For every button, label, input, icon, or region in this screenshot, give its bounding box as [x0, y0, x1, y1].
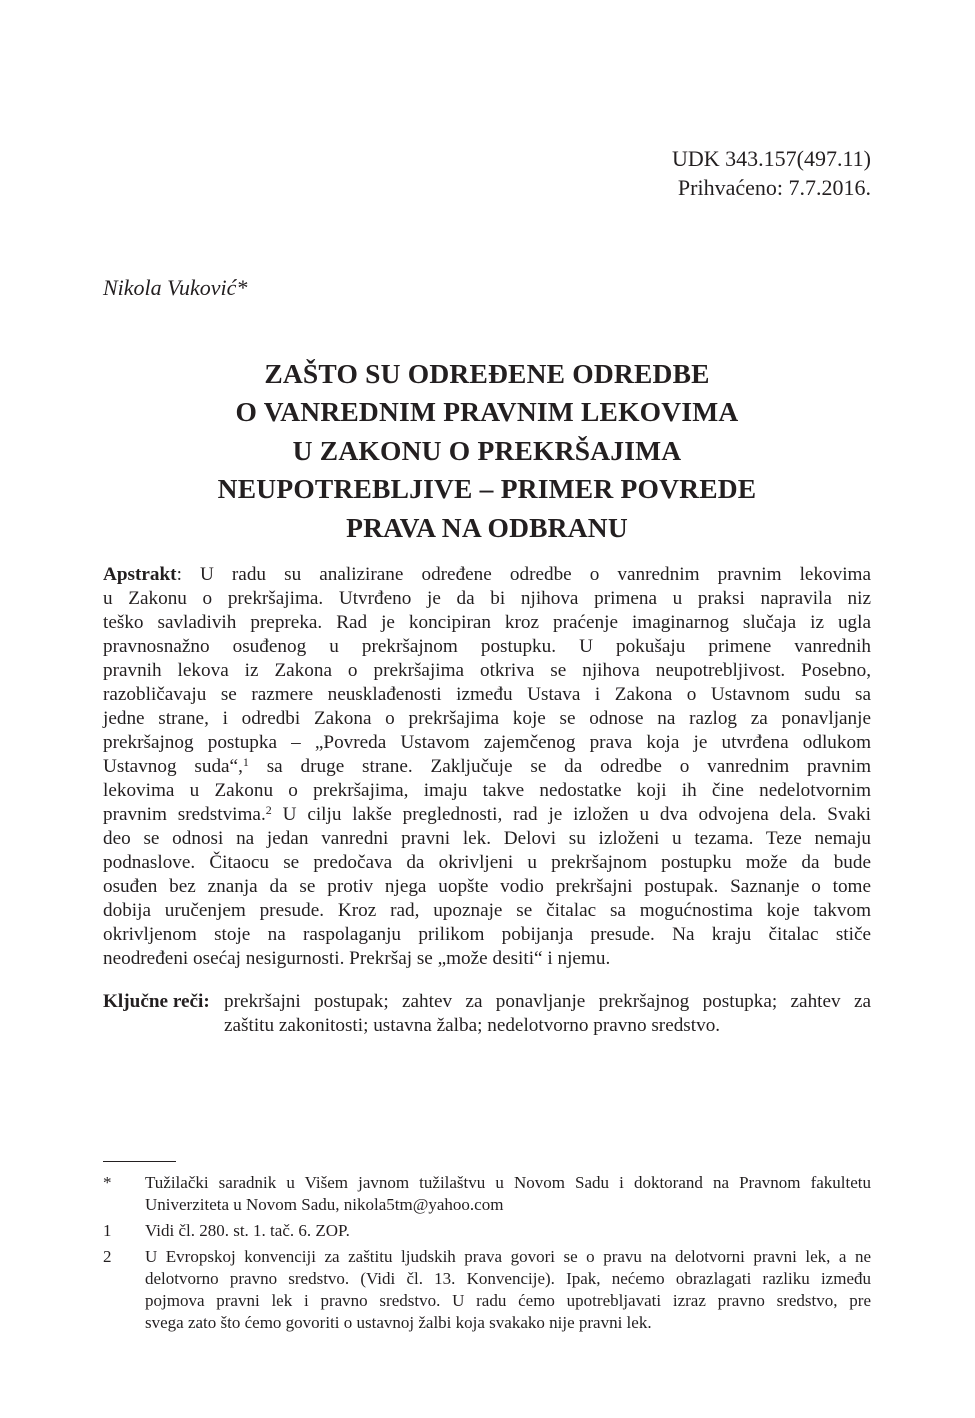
title-line: ZAŠTO SU ODREĐENE ODREDBE	[264, 358, 710, 389]
footnote-mark: 1	[103, 1221, 112, 1240]
keywords-line: zaštitu zakonitosti; ustavna žalba; nedelotvorno pravno sredstvo.	[224, 1015, 721, 1036]
keywords	[103, 990, 871, 1038]
abstract-line: neodređeni osećaj nesigurnosti. Prekršaj se „može desiti“ i njemu.	[103, 948, 611, 969]
abstract-line: Ustavnog suda“,$^1$ sa druge strane. Zaključuje se da odredbe o vanrednim pravnim	[103, 755, 872, 777]
abstract-line: teško savladivih prepreka. Rad je koncipiran kroz praćenje imaginarnog slučaja iz ugla	[103, 612, 871, 633]
keywords-line: prekršajni postupak; zahtev za ponavljanje prekršajnog postupka; zahtev za	[224, 991, 871, 1012]
footnote-text: Tužilački saradnik u Višem javnom tužilaštvu u Novom Sadu i doktorand na Pravnom fakultetu Univerziteta u Novom Sadu, nikola5tm@yahoo.com	[145, 1173, 871, 1214]
udk-block	[672, 144, 871, 202]
abstract-line: osuđen bez znanja da se protiv njega uopšte vodio prekršajni postupak. Saznanje o tome	[103, 876, 871, 897]
title-line: PRAVA NA ODBRANU	[346, 511, 628, 543]
abstract-line: prekršajnog postupka – „Povreda Ustavom zajemčenog prava koja je utvrđena odlukom	[103, 732, 871, 753]
keywords-list	[224, 990, 871, 1038]
abstract-line: Apstrakt: U radu su analizirane određene odredbe o vanrednim pravnim lekovima	[103, 564, 871, 585]
footnote-text: Vidi čl. 280. st. 1. tač. 6. ZOP.	[145, 1221, 350, 1240]
footnote-2	[103, 1246, 871, 1334]
abstract-line: jedne strane, i odredbi Zakona o prekršajima koje se odnose na razlog za ponavljanje	[103, 708, 871, 729]
abstract-line: dobija uručenjem presude. Kroz rad, upoznaje se čitalac sa mogućnostima koje takvom	[103, 900, 871, 921]
footnote-author	[103, 1172, 871, 1216]
footnote-mark: 2	[103, 1247, 112, 1266]
title-line: O VANREDNIM PRAVNIM LEKOVIMA	[235, 396, 739, 428]
abstract-label: Apstrakt	[103, 564, 177, 585]
accepted-date: Prihvaćeno: 7.7.2016.	[677, 175, 871, 200]
abstract-line: pravnim sredstvima.$^2$ U cilju lakše preglednosti, rad je izložen u dva odvojena dela. Svaki	[103, 803, 872, 825]
footnote-separator	[103, 1161, 176, 1162]
paper-title	[103, 355, 871, 547]
keywords-label: Ključne reči:	[103, 991, 210, 1012]
title-line: U ZAKONU O PREKRŠAJIMA	[292, 434, 682, 466]
abstract-line: okrivljenom stoje na raspolaganju prilikom pobijanja presude. Na kraju čitalac stiče	[103, 924, 871, 945]
abstract-line: podnaslove. Čitaocu se predočava da okrivljeni u prekršajnom postupku može da bude	[103, 852, 871, 873]
abstract-line: deo se odnosi na jedan vanredni pravni lek. Delovi su izloženi u tezama. Teze nemaju	[103, 828, 871, 849]
footnote-mark: *	[103, 1173, 112, 1192]
abstract	[103, 563, 871, 971]
footnote-ref-1[interactable]: 1	[242, 755, 249, 769]
footnote-ref-2[interactable]: 2	[265, 803, 272, 817]
footnotes	[103, 1172, 871, 1338]
author-name: Nikola Vuković*	[103, 275, 248, 300]
abstract-line: u Zakonu o prekršajima. Utvrđeno je da bi njihova primena u praksi napravila niz	[103, 588, 871, 609]
abstract-line: pravnih lekova iz Zakona o prekršajima otkriva se njihova neupotrebljivost. Posebno,	[103, 660, 871, 681]
footnote-text: U Evropskoj konvenciji za zaštitu ljudskih prava govori se o pravu na delotvorni pravni lek, a ne delotvorno pravno sredstvo. (Vidi čl. 13. Konvencije). Ipak, nećemo obrazlagati razliku između pojmova pravni lek i pravno sredstvo. U radu ćemo upotrebljavati izraz pravno sredstvo, pre svega zato što ćemo govoriti o ustavnoj žalbi koja svakako nije pravni lek.	[145, 1247, 871, 1332]
abstract-line: lekovima u Zakonu o prekršajima, imaju takve nedostatke koji ih čine nedelotvornim	[103, 780, 871, 801]
abstract-line: pravnosnažno osuđenog u prekršajnom postupku. U pokušaju primene vanrednih	[103, 636, 871, 657]
footnote-1	[103, 1220, 871, 1242]
title-line: NEUPOTREBLJIVE – PRIMER POVREDE	[217, 473, 757, 505]
abstract-line: razobličavaju se razmere neusklađenosti između Ustava i Zakona o Ustavnom sudu sa	[103, 684, 871, 705]
udk-code: UDK 343.157(497.11)	[672, 146, 871, 171]
